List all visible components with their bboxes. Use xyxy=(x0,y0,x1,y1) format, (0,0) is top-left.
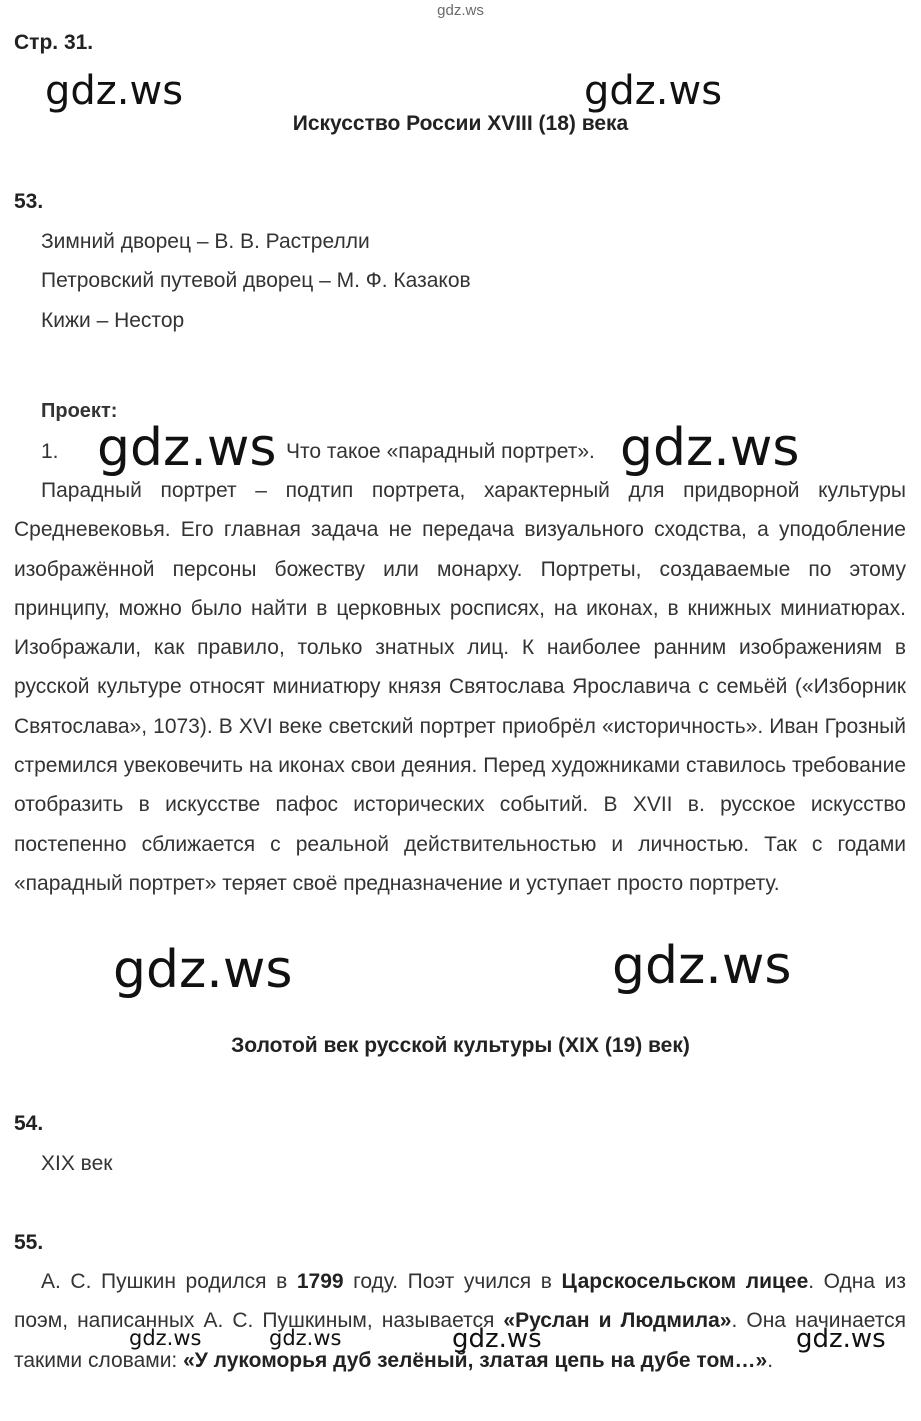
bold-run: «У лукоморья дуб зелёный, златая цепь на дубе том…» xyxy=(183,1348,768,1372)
text-run: году. Поэт учился в xyxy=(343,1270,562,1293)
watermark: gdz.ws xyxy=(113,940,293,1000)
text-run: . Она начинается такими словами: xyxy=(14,1309,907,1372)
watermark: gdz.ws xyxy=(620,418,800,478)
answer-line: Петровский путевой дворец – М. Ф. Казаков xyxy=(41,269,471,292)
bold-run: Царскосельском лицее xyxy=(561,1270,809,1293)
project-paragraph: Парадный портрет – подтип портрета, характерный для придворной культуры Средневековья. Его главная задача не передача визуального сходства, а уподобление изображённой персоны божеству или монарху. Портреты, создаваемые по этому принципу, можно было найти в церковных росписях, на иконах, в книжных миниатюрах. Изображали, как правило, только знатных лиц. К наиболее ранним изображениям в русской культуре относят миниатюру князя Святослава Ярославича с семьёй («Изборник Святослава», 1073). В XVI веке светский портрет приобрёл «историчность». Иван Грозный стремился увековечить на иконах свои деяния. Перед художниками ставилось требование отобразить в искусстве пафос исторических событий. В XVII в. русское искусство постепенно сближается с реальной действительностью и личностью. Так с годами «парадный портрет» теряет своё предназначение и уступает просто портрету. xyxy=(14,479,906,895)
task-number-54: 54. xyxy=(14,1112,44,1135)
task-number-55: 55. xyxy=(14,1231,44,1254)
text-run: . xyxy=(767,1348,774,1372)
task-55-paragraph xyxy=(14,1262,906,1380)
bold-run: 1799 xyxy=(296,1270,344,1293)
watermark: gdz.ws xyxy=(612,936,792,996)
text-run: . Одна из поэм, написанных А. С. Пушкиным, называется xyxy=(14,1270,906,1333)
watermark: gdz.ws xyxy=(796,1324,886,1354)
answer-line: Зимний дворец – В. В. Растрелли xyxy=(41,230,370,253)
bold-run: «Руслан и Людмила» xyxy=(503,1309,732,1333)
watermark: gdz.ws xyxy=(45,68,184,114)
answer-line: XIX век xyxy=(41,1152,113,1175)
watermark: gdz.ws xyxy=(129,1326,202,1350)
page-number: Стр. 31. xyxy=(14,31,94,54)
project-question: Что такое «парадный портрет». xyxy=(286,440,595,463)
section-title-18th-century: Искусство России XVIII (18) века xyxy=(292,112,629,135)
watermark: gdz.ws xyxy=(97,418,277,478)
answer-line: Кижи – Нестор xyxy=(41,309,185,332)
watermark: gdz.ws xyxy=(452,1324,542,1354)
watermark: gdz.ws xyxy=(584,68,723,114)
project-label: Проект: xyxy=(41,400,118,422)
watermark-top: gdz.ws xyxy=(437,2,484,19)
section-title-19th-century: Золотой век русской культуры (XIX (19) век) xyxy=(231,1034,690,1057)
watermark: gdz.ws xyxy=(269,1326,342,1350)
task-number-53: 53. xyxy=(14,190,44,213)
project-item-number: 1. xyxy=(41,440,59,463)
text-run: А. С. Пушкин родился в xyxy=(41,1270,297,1293)
